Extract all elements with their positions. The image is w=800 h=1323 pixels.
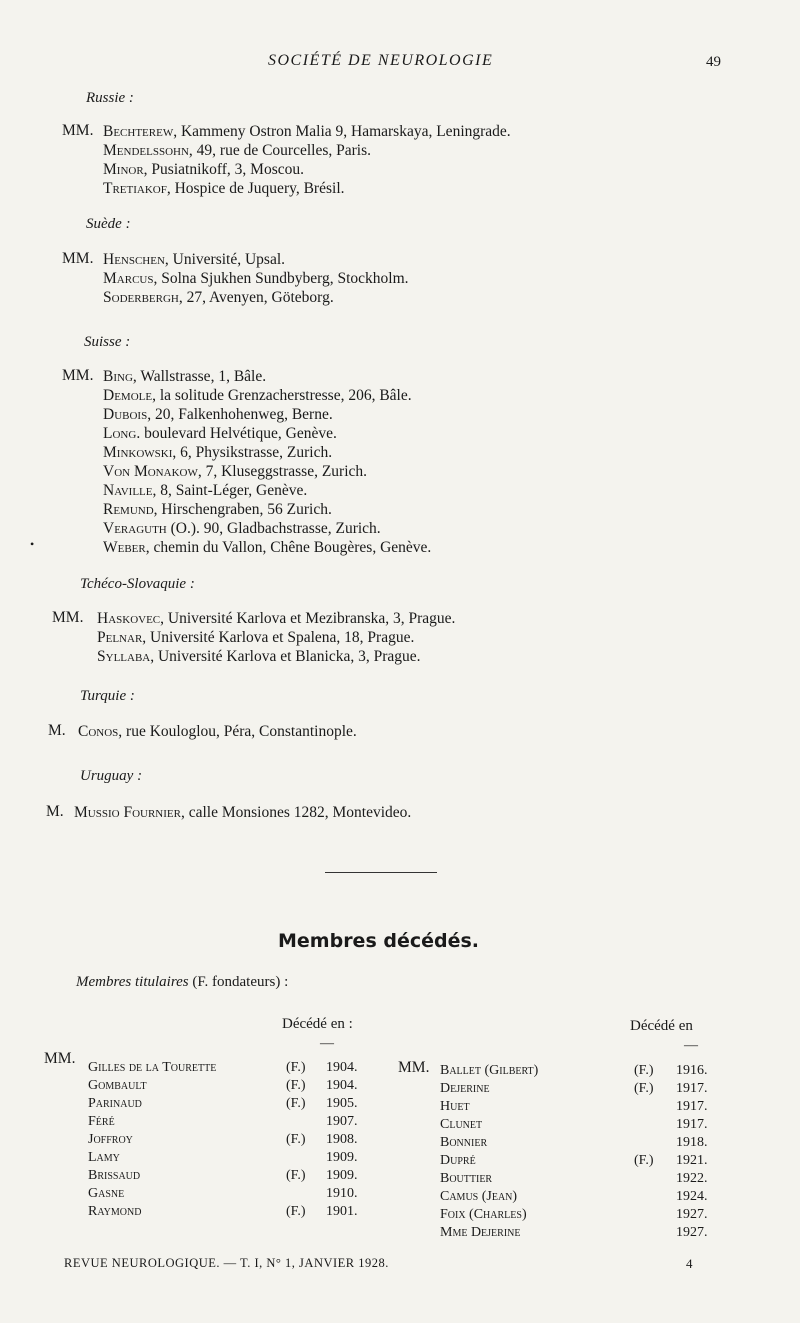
- signature-number: 4: [686, 1256, 693, 1271]
- founder-mark: (F.): [286, 1078, 306, 1093]
- deceased-name: Raymond: [88, 1204, 142, 1219]
- country-heading: Suisse :: [84, 334, 131, 350]
- member-entry: [97, 647, 421, 666]
- member-name: Demole: [103, 387, 153, 404]
- col-header-left: Décédé en :: [282, 1016, 353, 1032]
- member-name: Long: [103, 425, 137, 442]
- deceased-name: Ballet (Gilbert): [440, 1063, 539, 1078]
- deceased-name: Camus (Jean): [440, 1189, 518, 1204]
- deceased-name: Joffroy: [88, 1132, 133, 1147]
- col-dash-right: —: [684, 1038, 698, 1053]
- death-year: 1917.: [676, 1081, 708, 1096]
- member-entry: [103, 367, 266, 386]
- member-entry: [103, 141, 371, 160]
- member-name: Henschen: [103, 251, 165, 268]
- deceased-name: Huet: [440, 1099, 470, 1114]
- death-year: 1909.: [326, 1150, 358, 1165]
- member-name: Haskovec: [97, 610, 161, 627]
- country-heading: Russie :: [86, 90, 134, 106]
- running-title: SOCIÉTÉ DE NEUROLOGIE: [268, 52, 494, 69]
- member-address: , 7, Kluseggstrasse, Zurich.: [197, 463, 368, 480]
- deceased-name: Parinaud: [88, 1096, 142, 1111]
- subheading-rest: (F. fondateurs) :: [188, 974, 289, 990]
- death-year: 1918.: [676, 1135, 708, 1150]
- member-name: Mendelssohn: [103, 142, 189, 159]
- member-address: , 27, Avenyen, Göteborg.: [178, 289, 334, 306]
- member-address: , rue Kouloglou, Péra, Constantinople.: [118, 723, 357, 740]
- founder-mark: (F.): [634, 1153, 654, 1168]
- member-address: , Université, Upsal.: [164, 251, 286, 268]
- deceased-name: Bonnier: [440, 1135, 488, 1150]
- death-year: 1921.: [676, 1153, 708, 1168]
- member-address: , Université Karlova et Blanicka, 3, Prague.: [150, 648, 421, 665]
- deceased-name: Gombault: [88, 1078, 147, 1093]
- deceased-name: Mme Dejerine: [440, 1225, 521, 1240]
- country-heading: Tchéco-Slovaquie :: [80, 576, 195, 592]
- death-year: 1908.: [326, 1132, 358, 1147]
- col-dash-left: —: [320, 1036, 334, 1051]
- member-entry: [97, 609, 455, 628]
- death-year: 1917.: [676, 1099, 708, 1114]
- death-year: 1917.: [676, 1117, 708, 1132]
- member-entry: [103, 179, 345, 198]
- member-entry: [74, 803, 411, 822]
- member-address: , calle Monsiones 1282, Montevideo.: [180, 804, 412, 821]
- deceased-name: Dejerine: [440, 1081, 490, 1096]
- member-name: Naville: [103, 482, 153, 499]
- deceased-name: Gilles de la Tourette: [88, 1060, 217, 1075]
- members-prefix: MM.: [62, 367, 94, 384]
- founder-mark: (F.): [286, 1204, 306, 1219]
- death-year: 1927.: [676, 1225, 708, 1240]
- member-name: Veraguth: [103, 520, 167, 537]
- member-name: Conos: [78, 723, 119, 740]
- member-entry: [78, 722, 357, 741]
- country-heading: Turquie :: [80, 688, 135, 704]
- member-address: (O.). 90, Gladbachstrasse, Zurich.: [166, 520, 381, 537]
- death-year: 1909.: [326, 1168, 358, 1183]
- death-year: 1904.: [326, 1060, 358, 1075]
- members-prefix: MM.: [62, 250, 94, 267]
- member-address: , Hospice de Juquery, Brésil.: [166, 180, 345, 197]
- member-entry: [103, 386, 412, 405]
- member-name: Weber: [103, 539, 146, 556]
- member-entry: [103, 481, 307, 500]
- member-name: Syllaba: [97, 648, 151, 665]
- member-entry: [103, 405, 333, 424]
- page-number: 49: [706, 54, 721, 70]
- member-address: , la solitude Grenzacherstresse, 206, Bâle.: [152, 387, 412, 404]
- member-entry: [97, 628, 414, 647]
- deceased-name: Féré: [88, 1114, 115, 1129]
- col-header-right: Décédé en: [630, 1018, 693, 1034]
- members-prefix: M.: [46, 803, 64, 820]
- member-name: Soderbergh: [103, 289, 179, 306]
- margin-bullet: •: [30, 537, 35, 551]
- death-year: 1922.: [676, 1171, 708, 1186]
- section-divider: [325, 872, 437, 873]
- section-title: Membres décédés.: [278, 930, 480, 952]
- death-year: 1905.: [326, 1096, 358, 1111]
- deceased-name: Lamy: [88, 1150, 120, 1165]
- member-name: Minkowski: [103, 444, 173, 461]
- subheading-italic: Membres titulaires: [76, 974, 189, 990]
- member-entry: [103, 443, 332, 462]
- death-year: 1916.: [676, 1063, 708, 1078]
- member-entry: [103, 160, 304, 179]
- member-name: Pelnar: [97, 629, 143, 646]
- member-name: Bechterew: [103, 123, 174, 140]
- member-name: Minor: [103, 161, 144, 178]
- members-prefix: M.: [48, 722, 66, 739]
- founder-mark: (F.): [286, 1168, 306, 1183]
- country-heading: Suède :: [86, 216, 131, 232]
- journal-footer: REVUE NEUROLOGIQUE. — T. I, N° 1, JANVIER 1928.: [64, 1256, 389, 1270]
- member-entry: [103, 122, 511, 141]
- founder-mark: (F.): [286, 1060, 306, 1075]
- members-prefix: MM.: [52, 609, 84, 626]
- member-address: , chemin du Vallon, Chêne Bougères, Genève.: [145, 539, 432, 556]
- deceased-name: Clunet: [440, 1117, 483, 1132]
- member-address: , 20, Falkenhohenweg, Berne.: [147, 406, 333, 423]
- member-address: , Kammeny Ostron Malia 9, Hamarskaya, Leningrade.: [173, 123, 511, 140]
- member-entry: [103, 462, 367, 481]
- member-entry: [103, 288, 334, 307]
- death-year: 1907.: [326, 1114, 358, 1129]
- member-name: Von Monakow: [103, 463, 198, 480]
- member-entry: [103, 250, 285, 269]
- founder-mark: (F.): [286, 1132, 306, 1147]
- member-address: , 8, Saint-Léger, Genève.: [152, 482, 308, 499]
- death-year: 1901.: [326, 1204, 358, 1219]
- member-address: , Hirschengraben, 56 Zurich.: [153, 501, 332, 518]
- founder-mark: (F.): [634, 1081, 654, 1096]
- founder-mark: (F.): [634, 1063, 654, 1078]
- member-name: Marcus: [103, 270, 154, 287]
- death-year: 1927.: [676, 1207, 708, 1222]
- death-year: 1924.: [676, 1189, 708, 1204]
- member-address: . boulevard Helvétique, Genève.: [136, 425, 337, 442]
- deceased-prefix-left: MM.: [44, 1050, 76, 1067]
- deceased-name: Brissaud: [88, 1168, 141, 1183]
- member-address: , Solna Sjukhen Sundbyberg, Stockholm.: [153, 270, 409, 287]
- country-heading: Uruguay :: [80, 768, 143, 784]
- member-name: Remund: [103, 501, 154, 518]
- member-entry: [103, 424, 337, 443]
- member-address: , Pusiatnikoff, 3, Moscou.: [143, 161, 304, 178]
- member-address: , Université Karlova et Spalena, 18, Prague.: [142, 629, 415, 646]
- deceased-name: Gasne: [88, 1186, 125, 1201]
- deceased-name: Foix (Charles): [440, 1207, 527, 1222]
- deceased-prefix-right: MM.: [398, 1059, 430, 1076]
- member-entry: [103, 519, 381, 538]
- member-address: , 49, rue de Courcelles, Paris.: [188, 142, 371, 159]
- member-name: Mussio Fournier: [74, 804, 181, 821]
- deceased-subheading: [76, 974, 288, 991]
- member-entry: [103, 538, 431, 557]
- member-entry: [103, 500, 332, 519]
- member-address: , Université Karlova et Mezibranska, 3, Prague.: [160, 610, 456, 627]
- member-name: Tretiakof: [103, 180, 167, 197]
- members-prefix: MM.: [62, 122, 94, 139]
- death-year: 1910.: [326, 1186, 358, 1201]
- founder-mark: (F.): [286, 1096, 306, 1111]
- deceased-name: Bouttier: [440, 1171, 493, 1186]
- deceased-name: Dupré: [440, 1153, 476, 1168]
- member-name: Bing: [103, 368, 133, 385]
- member-address: , Wallstrasse, 1, Bâle.: [132, 368, 267, 385]
- member-entry: [103, 269, 409, 288]
- member-address: , 6, Physikstrasse, Zurich.: [172, 444, 333, 461]
- member-name: Dubois: [103, 406, 148, 423]
- death-year: 1904.: [326, 1078, 358, 1093]
